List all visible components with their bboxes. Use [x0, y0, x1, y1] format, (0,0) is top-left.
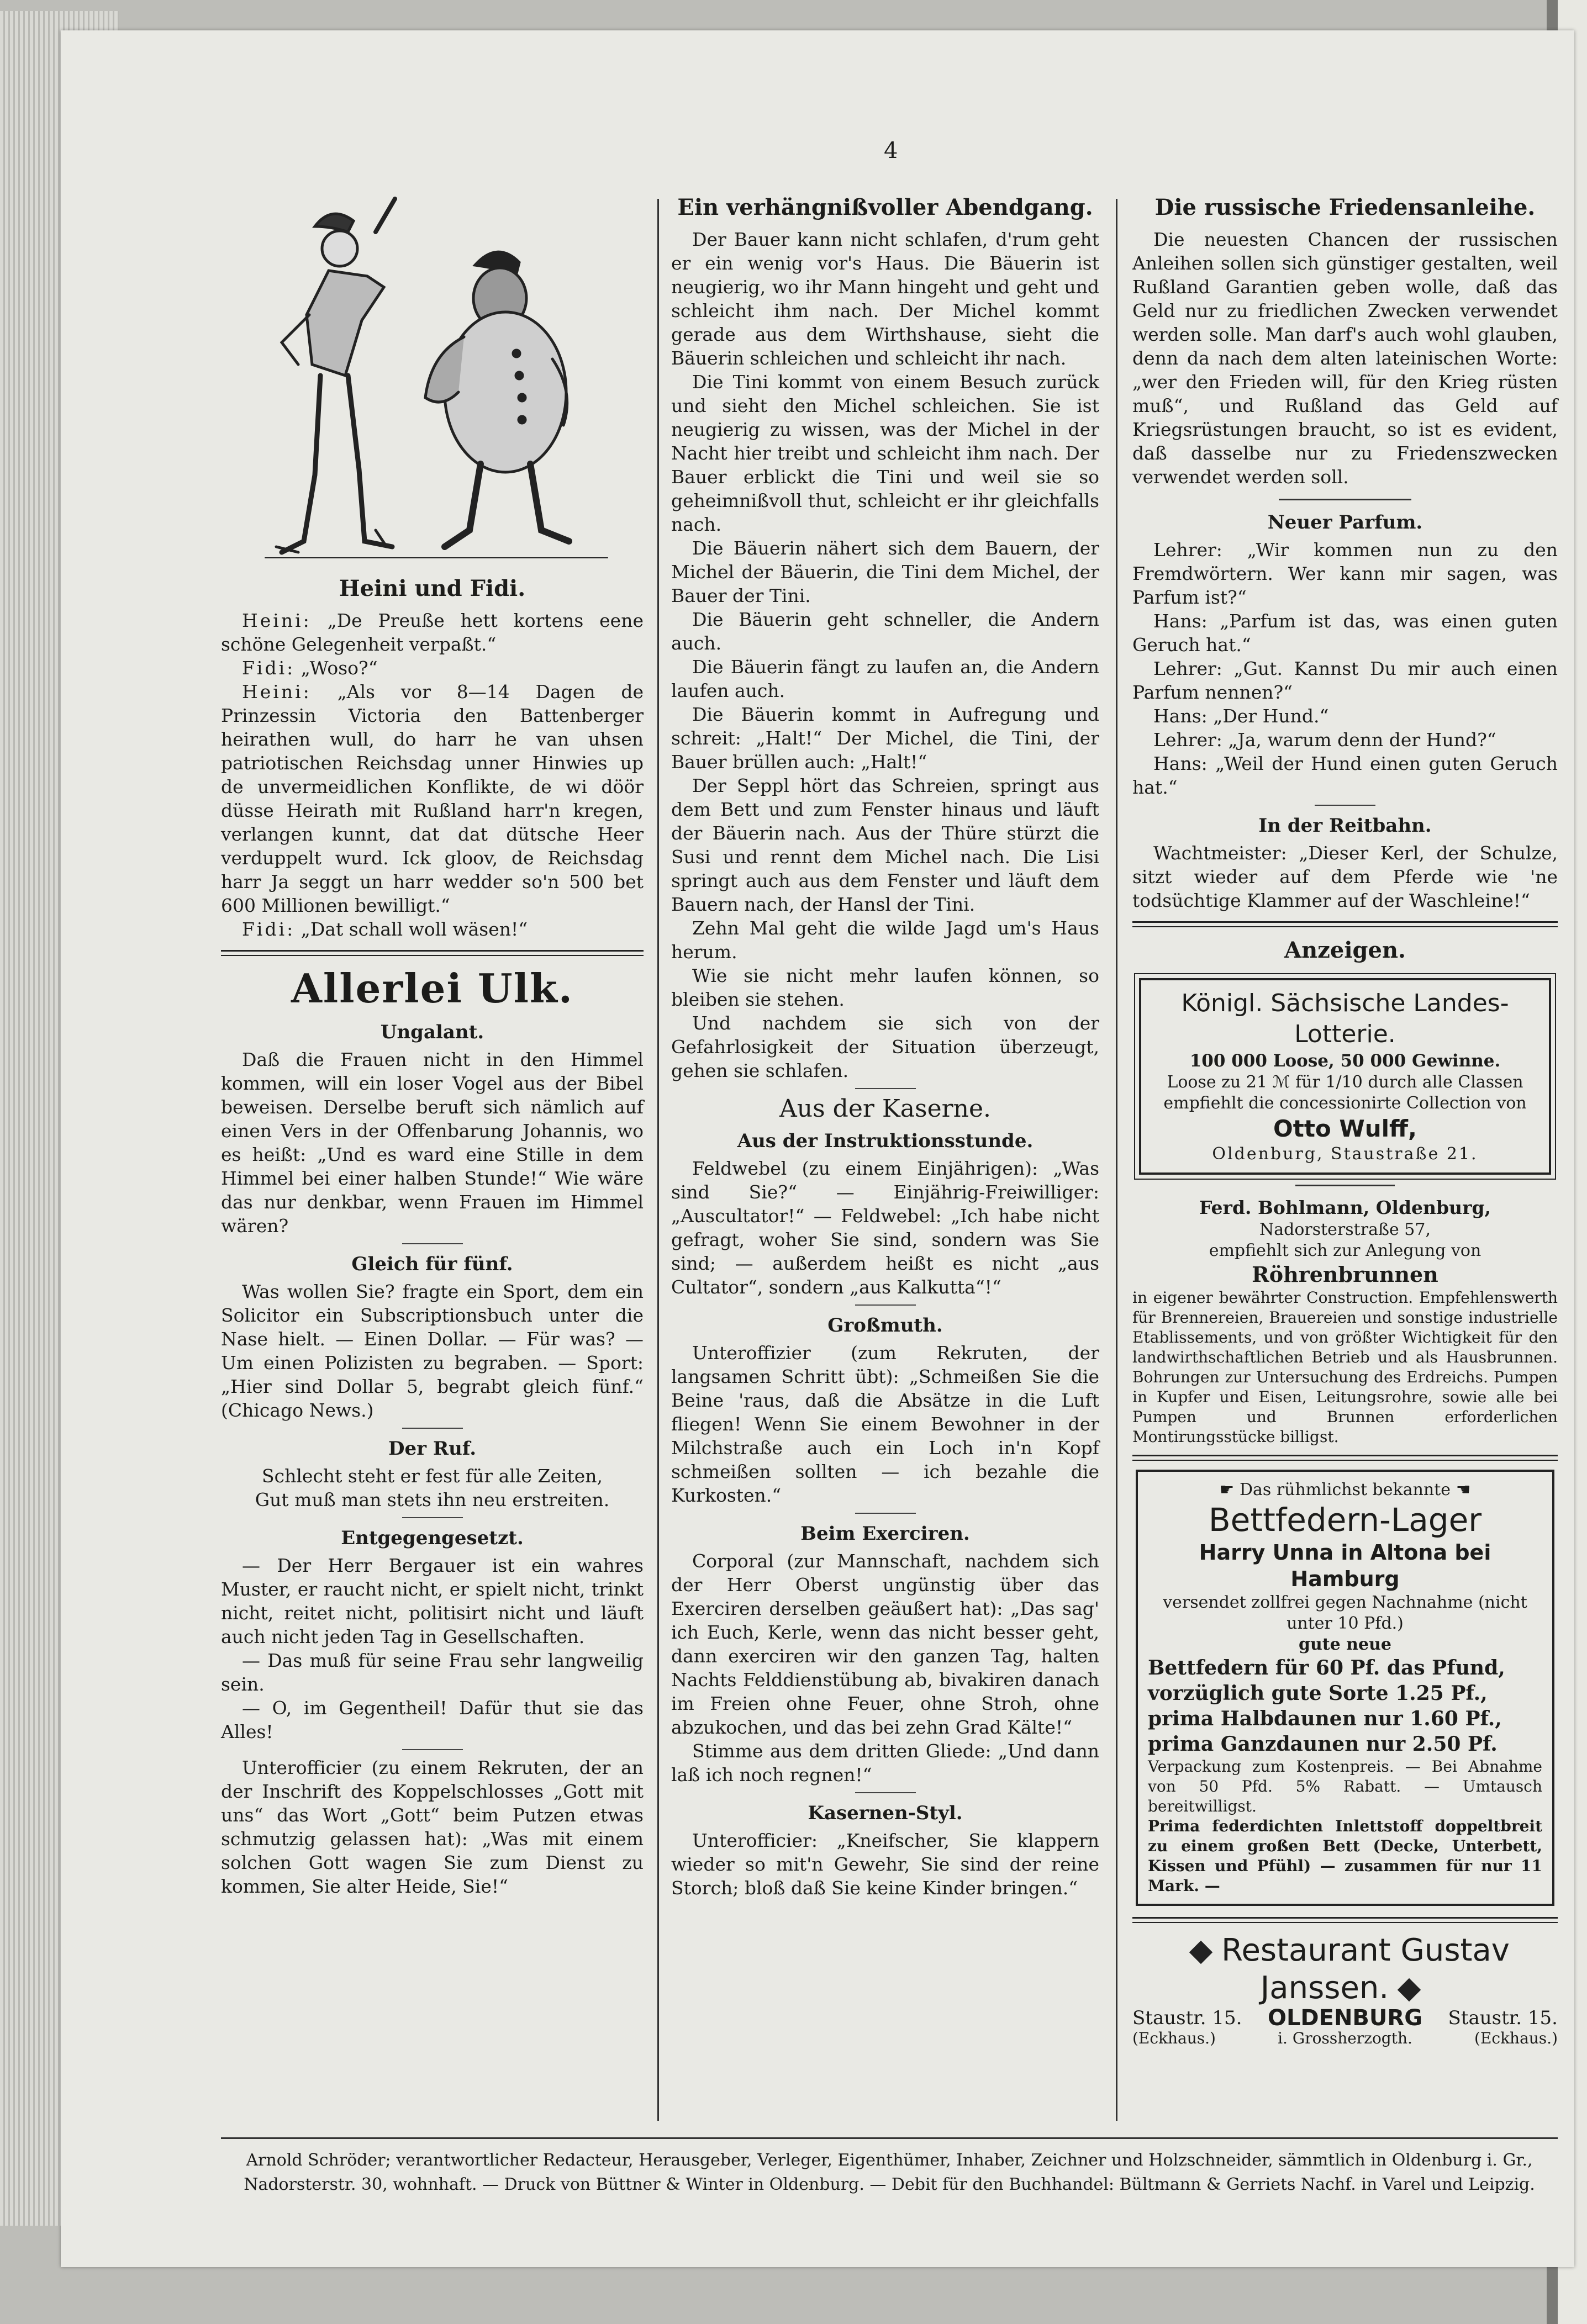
dialogue-line: Lehrer: „Gut. Kannst Du mir auch einen Parfum nennen?“	[1132, 658, 1558, 703]
article-text: Wie sie nicht mehr laufen können, so bleiben sie stehen.	[671, 965, 1099, 1010]
ad-restaurant: Restaurant Gustav Janssen. Staustr. 15. OLDENBURG Staustr. 15. (Eckhaus.) i. Grossherzogth. (Eckhaus.)	[1132, 1932, 1558, 2047]
article-text: Was wollen Sie? fragte ein Sport, dem ein Solicitor ein Subscriptionsbuch unter die Nase hielt. — Einen Dollar. — Für was? — Um einen Polizisten zu begraben. — Sport: „Hier sind Dollar 5, begrabt gleich fünf.“ (Chicago News.)	[221, 1281, 644, 1421]
article-title: Entgegengesetzt.	[341, 1527, 524, 1549]
article-text: Die neuesten Chancen der russischen Anleihen sollen sich günstiger gestalten, weil Rußland Garantien geben wolle, daß das Geld nur zu friedlichen Zwecken verwendet werden solle. Man darf's auch wohl glauben, denn da nach dem alten lateinischen Worte: „wer den Frieden will, für den Krieg rüsten muß“, und Rußland das Geld auf Kriegsrüstungen braucht, so ist es evident, daß dasselbe nur zu Friedenszwecken verwendet werden soll.	[1132, 229, 1558, 488]
section-title-allerlei-ulk: Allerlei Ulk.	[291, 965, 573, 1012]
dialogue-line: Hans: „Weil der Hund einen guten Geruch hat.“	[1132, 753, 1558, 798]
article-title: Gleich für fünf.	[351, 1253, 513, 1275]
article-text: Unterofficier: „Kneifscher, Sie klappern wieder so mit'n Gewehr, Sie sind der reine Storch; bloß daß Sie keine Kinder bringen.“	[671, 1830, 1099, 1899]
caption-heini-fidi: Heini und Fidi.	[339, 575, 526, 601]
article-text: Zehn Mal geht die wilde Jagd um's Haus herum.	[671, 917, 1099, 963]
article-title: Die russische Friedensanleihe.	[1154, 194, 1536, 220]
article-text: Die Bäuerin nähert sich dem Bauern, der Michel der Bäuerin, die Tini dem Michel, der Bauer der Tini.	[671, 537, 1099, 606]
dialogue-line: Lehrer: „Wir kommen nun zu den Fremdwörtern. Wer kann mir sagen, was Parfum ist?“	[1132, 539, 1558, 608]
dialogue-line: Fidi: „Dat schall woll wäsen!“	[242, 918, 528, 940]
article-title: Der Ruf.	[388, 1438, 477, 1460]
section-rule	[221, 950, 644, 956]
column-right	[1132, 193, 1558, 2048]
article-title: Beim Exerciren.	[800, 1523, 970, 1545]
dialogue-line: Heini: „De Preuße hett kortens eene schöne Gelegenheit verpaßt.“	[221, 610, 644, 655]
article-text: Unterofficier (zu einem Rekruten, der an der Inschrift des Koppelschlosses „Gott mit uns“ das Wort „Gott“ beim Putzen etwas schmutzig gelassen hat): „Was mit einem solchen Gott wagen Sie zum Dienst zu kommen, Sie alter Heide, Sie!“	[221, 1757, 644, 1897]
section-rule	[1132, 921, 1558, 927]
footer-rule	[221, 2137, 1558, 2139]
article-text: Corporal (zur Mannschaft, nachdem sich der Herr Oberst ungünstig über das Exerciren derselben geäußert hat): „Das sag' ich Euch, Kerle, wenn das nicht besser geht, dann exerciren wir den ganzen Tag, halten Nachts Felddienstübung ab, bivakiren danach im Freien ohne Feuer, ohne Stroh, ohne abzukochen, und das bei zehn Grad Kälte!“	[671, 1550, 1099, 1738]
verse-line: Schlecht steht er fest für alle Zeiten,	[262, 1465, 603, 1487]
article-text: Die Tini kommt von einem Besuch zurück und sieht den Michel schleichen. Sie ist neugierig zu wissen, was der Michel in der Nacht hier treibt und schleicht ihm nach. Der Bauer erblickt die Tini und weil sie so geheimnißvoll thut, schleicht er ihr gleichfalls nach.	[671, 371, 1099, 535]
ads-title: Anzeigen.	[1284, 937, 1406, 963]
page-number: 4	[884, 138, 898, 163]
column-divider	[657, 199, 659, 2121]
ad-bettfedern: ☛ Das rühmlichst bekannte ☚ Bettfedern-Lager Harry Unna in Altona bei Hamburg versendet zollfrei gegen Nachnahme (nicht unter 10 Pfd.) gute neue Bettfedern für 60 Pf. das Pfund, vorzüglich gute Sorte 1.25 Pf., prima Halbdaunen nur 1.60 Pf., prima Ganzdaunen nur 2.50 Pf. Verpackung zum Kostenpreis. — Bei Abnahme von 50 Pfd. 5% Rabatt. — Umtausch bereitwilligst. Prima federdichten Inlettstoff doppeltbreit zu einem großen Bett (Decke, Unterbett, Kissen und Pfühl) — zusammen für nur 11 Mark. —	[1136, 1470, 1554, 1906]
ad-bohlmann: Ferd. Bohlmann, Oldenburg, Nadorsterstraße 57, empfiehlt sich zur Anlegung von Röhrenbrunnen in eigener bewährter Construction. Empfehlenswerth für Brennereien, Brauereien und sonstige industrielle Etablissements, und von größter Wichtigkeit für den landwirthschaftlichen Betrieb und als Hausbrunnen. Bohrungen zur Untersuchung des Erdreichs. Pumpen in Kupfer und Eisen, Leitungsrohre, sowie alle bei Pumpen und Brunnen erforderlichen Montirungsstücke billigst.	[1132, 1197, 1558, 1446]
article-text: Die Bäuerin geht schneller, die Andern auch.	[671, 609, 1099, 654]
article-text: Unteroffizier (zum Rekruten, der langsamen Schritt übt): „Schmeißen Sie die Beine 'raus, daß die Absätze in die Luft fliegen! Wenn Sie einem Bewohner in der Milchstraße auch ein Loch in'n Kopf schmeißen sollten — ich bezahle die Kurkosten.“	[671, 1342, 1099, 1506]
article-text: Und nachdem sie sich von der Gefahrlosigkeit der Situation überzeugt, gehen sie schlafen.	[671, 1012, 1099, 1081]
article-text: Stimme aus dem dritten Gliede: „Und dann laß ich noch regnen!“	[671, 1740, 1099, 1786]
ad-lottery: Königl. Sächsische Landes-Lotterie. 100 000 Loose, 50 000 Gewinne. Loose zu 21 ℳ für 1/10 durch alle Classen empfiehlt die concessionirte Collection von Otto Wulff, Oldenburg, Staustraße 21.	[1139, 978, 1551, 1175]
article-title: Ungalant.	[380, 1021, 484, 1043]
article-title: In der Reitbahn.	[1258, 815, 1432, 837]
article-title: Ein verhängnißvoller Abendgang.	[677, 194, 1093, 220]
dialogue-line: Heini: „Als vor 8—14 Dagen de Prinzessin Victoria den Battenberger heirathen wull, do harr he van uhsen patriotischen Reichsdag unner Hinwies up de unvermeidlichen Konflikte, de wi döör düsse Heirath mit Rußland harr'n kregen, verlangen kunnt, dat dat dütsche Heer verduppelt wurd. Ick gloov, de Reichsdag harr Ja seggt un harr wedder so'n 500 bet 600 Millionen bewilligt.“	[221, 681, 644, 916]
article-text: Daß die Frauen nicht in den Himmel kommen, will ein loser Vogel aus der Bibel beweisen. Derselbe beruft sich nämlich auf einen Vers in der Offenbarung Johannis, wo es heißt: „Und es ward eine Stille in dem Himmel bei einer halben Stunde!“ Wie wäre das nur denkbar, wenn Frauen im Himmel wären?	[221, 1049, 644, 1237]
article-text: Der Seppl hört das Schreien, springt aus dem Bett und zum Fenster hinaus und läuft der Bäuerin nach. Aus der Thüre stürzt die Susi und rennt dem Michel nach. Die Lisi springt auch aus dem Fenster und läuft dem Bauern nach, der Hansl der Tini.	[671, 775, 1099, 915]
heini-fidi-dialogue	[221, 609, 644, 941]
column-divider	[1116, 199, 1117, 2121]
pointing-hand-icon: ☛	[1219, 1480, 1235, 1499]
article-text: Die Bäuerin kommt in Aufregung und schreit: „Halt!“ Der Michel, die Tini, der Bauer brüllen auch: „Halt!“	[671, 704, 1099, 773]
diamond-icon	[1189, 1941, 1212, 1964]
article-text: — Das muß für seine Frau sehr langweilig sein.	[221, 1650, 644, 1695]
article-text: Der Bauer kann nicht schlafen, d'rum geht er ein wenig vor's Haus. Die Bäuerin ist neugierig, wo ihr Mann hingeht und geht und schleicht ihm nach. Der Michel kommt gerade aus dem Wirthshause, sieht die Bäuerin schleichen und schleicht ihr nach.	[671, 229, 1099, 369]
imprint-footer: Arnold Schröder; verantwortlicher Redacteur, Herausgeber, Verleger, Eigenthümer, Inhaber, Zeichner und Holzschneider, sämmtlich in Oldenburg i. Gr., Nadorsterstr. 30, wohnhaft. — Druck von Büttner & Winter in Oldenburg. — Debit für den Buchhandel: Bültmann & Gerriets Nachf. in Varel und Leipzig.	[244, 2151, 1535, 2194]
pointing-hand-icon: ☚	[1456, 1480, 1471, 1499]
column-middle	[671, 193, 1099, 1900]
article-subtitle: Aus der Instruktionsstunde.	[737, 1130, 1034, 1152]
dialogue-line: Fidi: „Woso?“	[242, 657, 378, 679]
dialogue-line: Hans: „Parfum ist das, was einen guten Geruch hat.“	[1132, 610, 1558, 656]
diamond-icon	[1398, 1978, 1421, 2001]
article-title: Aus der Kaserne.	[779, 1095, 992, 1123]
article-text: Die Bäuerin fängt zu laufen an, die Andern laufen auch.	[671, 656, 1099, 701]
article-title: Großmuth.	[827, 1314, 943, 1337]
column-left	[221, 193, 644, 1898]
article-title: Neuer Parfum.	[1267, 511, 1423, 534]
dialogue-line: Hans: „Der Hund.“	[1153, 705, 1329, 727]
dialogue-line: Lehrer: „Ja, warum denn der Hund?“	[1153, 729, 1496, 751]
article-text: — O, im Gegentheil! Dafür thut sie das Alles!	[221, 1697, 644, 1742]
article-text: Wachtmeister: „Dieser Kerl, der Schulze, sitzt wieder auf dem Pferde wie 'ne todsüchtige Klammer auf der Waschleine!“	[1132, 842, 1558, 911]
heini-fidi-illustration	[221, 193, 644, 569]
article-text: — Der Herr Bergauer ist ein wahres Muster, er raucht nicht, er spielt nicht, trinkt nicht, reitet nicht, politisirt nicht und läuft auch nicht jeden Tag in Gesellschaften.	[221, 1555, 644, 1647]
article-title: Kasernen-Styl.	[808, 1802, 963, 1824]
article-text: Feldwebel (zu einem Einjährigen): „Was sind Sie?“ — Einjährig-Freiwilliger: „Auscultator!“ — Feldwebel: „Ich habe nicht gefragt, woher Sie sind, sondern was Sie sind; — außerdem heißt es nicht „aus Cultator“, sondern „aus Kalkutta“!“	[671, 1158, 1099, 1298]
verse-line: Gut muß man stets ihn neu erstreiten.	[255, 1489, 610, 1510]
